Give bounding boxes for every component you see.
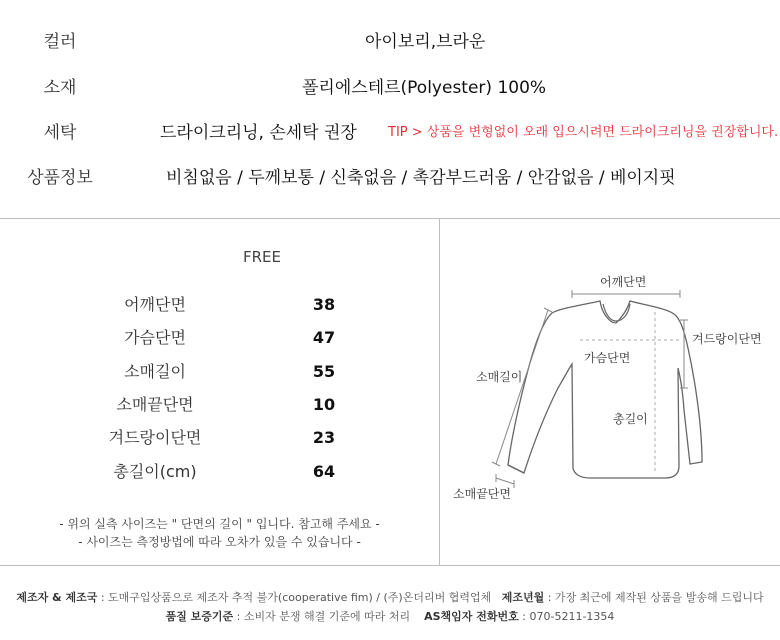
chest-label: 가슴단면	[584, 351, 631, 365]
date-value: : 가장 최근에 제작된 상품을 발송해 드립니다	[547, 591, 764, 604]
cuff-label: 소매끝단면	[453, 487, 511, 501]
color-label: 컬러	[43, 32, 77, 52]
color-value: 아이보리,브라운	[365, 32, 486, 52]
size-row-value: 55	[312, 362, 336, 381]
material-value: 폴리에스테르(Polyester) 100%	[302, 78, 547, 98]
sleeve-guide	[492, 308, 552, 466]
armpit-label: 겨드랑이단면	[692, 332, 762, 346]
divider-top	[0, 218, 780, 219]
warranty-value: : 소비자 분쟁 해결 기준에 따라 처리	[236, 610, 411, 623]
as-label: AS책임자 전화번호	[424, 610, 519, 623]
shoulder-label: 어깨단면	[600, 275, 647, 289]
shoulder-guide	[572, 290, 680, 298]
size-row	[60, 291, 336, 319]
size-header-free: FREE	[242, 248, 281, 266]
left-cuff	[508, 465, 524, 473]
product-info-section	[0, 0, 780, 218]
sleeve-label: 소매길이	[476, 370, 523, 384]
armpit-guide	[680, 320, 688, 388]
sweater-illustration	[440, 220, 780, 565]
as-phone: : 070-5211-1354	[522, 610, 615, 623]
footer-line-1	[0, 589, 780, 605]
size-row-label: 어깨단면	[124, 295, 186, 314]
material-label: 소재	[43, 78, 77, 98]
wash-label: 세탁	[43, 123, 77, 143]
size-note: - 사이즈는 측정방법에 따라 오차가 있을 수 있습니다 -	[78, 535, 361, 549]
size-row-label: 총길이(cm)	[113, 462, 197, 481]
maker-label: 제조자 & 제조국	[16, 591, 98, 604]
maker-value: : 도매구입상품으로 제조자 추적 불가(cooperative fim) / (주)온더리버 협력업체	[100, 591, 492, 604]
divider-bottom	[0, 565, 780, 566]
garment-outline	[508, 301, 702, 478]
size-row	[60, 324, 336, 352]
size-row-label: 소매끝단면	[116, 395, 194, 414]
product-value: 비침없음 / 두께보통 / 신축없음 / 촉감부드러움 / 안감없음 / 베이지핏	[166, 168, 676, 188]
size-row	[60, 424, 336, 452]
date-label: 제조년월	[501, 591, 545, 604]
wash-value: 드라이크리닝, 손세탁 권장	[160, 123, 357, 143]
size-row	[60, 458, 336, 486]
size-row-value: 64	[312, 462, 336, 481]
size-row-label: 가슴단면	[124, 328, 186, 347]
footer-line-2	[0, 608, 780, 624]
info-row-product	[0, 163, 780, 193]
product-label: 상품정보	[27, 168, 93, 188]
wash-tip: TIP > 상품을 변형없이 오래 입으시려면 드라이크리닝을 권장합니다.	[388, 125, 779, 140]
size-row-label: 소매길이	[124, 362, 186, 381]
info-row-color	[0, 27, 780, 57]
size-row	[60, 391, 336, 419]
warranty-label: 품질 보증기준	[165, 610, 234, 623]
size-row-value: 10	[312, 395, 336, 414]
size-row-value: 47	[312, 328, 336, 347]
size-note: - 위의 실측 사이즈는 " 단면의 길이 " 입니다. 참고해 주세요 -	[59, 517, 380, 531]
size-row-value: 23	[312, 428, 336, 447]
size-row-value: 38	[312, 295, 336, 314]
size-row	[60, 358, 336, 386]
size-table	[0, 220, 439, 565]
garment-diagram	[440, 220, 780, 565]
size-row-label: 겨드랑이단면	[108, 428, 202, 447]
total-length-label: 총길이	[613, 412, 648, 426]
info-row-wash	[0, 118, 780, 148]
info-row-material	[0, 73, 780, 103]
